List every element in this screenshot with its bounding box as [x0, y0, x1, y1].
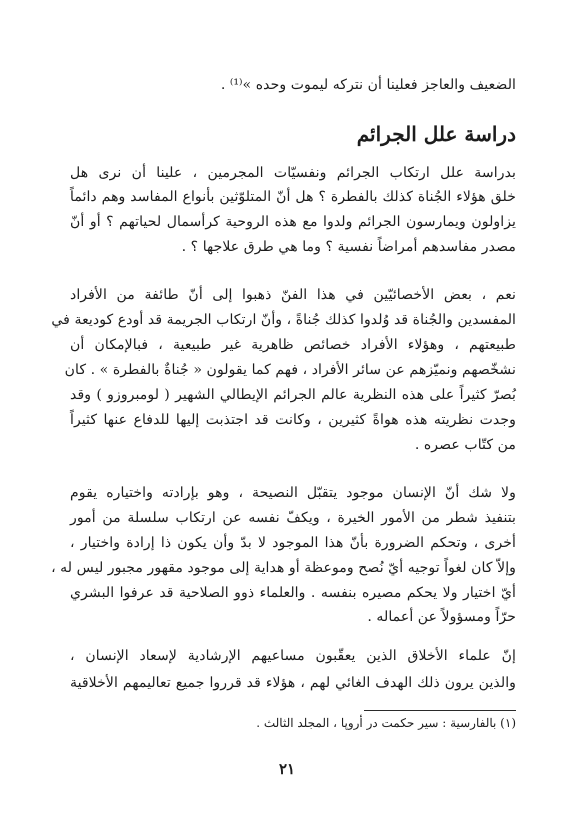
paragraph-3-line-4: وإلاّ كان لغواً توجيه أيّ نُصح وموعظة أو هداية إلى موجود مقهور مجبور ليس له ، — [51, 560, 516, 576]
paragraph-3-line-2: بتنفيذ شطر من الأمور الخيرة ، ويكفّ نفسه عن ارتكاب سلسلة من أمور — [70, 510, 516, 526]
intro-line: الضعيف والعاجز فعلينا أن نتركه ليموت وحده »⁽¹⁾ . — [220, 77, 516, 93]
footnote: (١) بالفارسية : سير حكمت در أروپا ، المجلد الثالث . — [256, 716, 516, 730]
paragraph-4-line-2: والذين يرون ذلك الهدف الغائي لهم ، هؤلاء قد قرروا جميع تعاليمهم الأخلاقية — [70, 675, 516, 691]
paragraph-2-line-6: وجدت نظريته هذه هواةً كثيرين ، وكانت قد اجتذبت إليها للدفاع عنها كثيراً — [70, 412, 516, 428]
paragraph-1-line-1: بدراسة علل ارتكاب الجرائم ونفسيّات المجرمين ، علينا أن نرى هل — [70, 165, 516, 181]
paragraph-2-line-7: من كتّاب عصره . — [414, 437, 516, 453]
paragraph-2-line-5: بُصرّ كثيراً على هذه النظرية عالم الجرائم الإيطالي الشهير ( لومبروزو ) وقد — [70, 387, 516, 403]
paragraph-3-line-5: أيّ اختيار ولا يحكم مصيره بنفسه . والعلماء ذوو الصلاحية قد عرفوا البشري — [70, 585, 516, 601]
paragraph-4-line-1: إنّ علماء الأخلاق الذين يعقّبون مساعيهم الإرشادية لإسعاد الإنسان ، — [70, 648, 516, 664]
section-title: دراسة علل الجرائم — [356, 122, 516, 146]
footnote-divider — [364, 710, 516, 711]
paragraph-3-line-6: حرّاً ومسؤولاً عن أعماله . — [367, 609, 516, 625]
paragraph-2-line-4: نشخّصهم ونميّزهم عن سائر الأفراد ، فهم كما يقولون « جُناةٌ بالفطرة » . كان — [64, 362, 516, 378]
paragraph-3-line-3: أخرى ، وتحكم الضرورة بأنّ هذا الموجود لا بدّ وأن يكون ذا إرادة واختيار ، — [70, 535, 516, 551]
paragraph-1-line-2: خلق هؤلاء الجُناة كذلك بالفطرة ؟ هل أنّ المتلوّثين بأنواع المفاسد وهم دائماً — [70, 189, 516, 205]
paragraph-1-line-3: يزاولون ويمارسون الجرائم ولدوا مع هذه الروحية كرأسمال لحياتهم ؟ أو أنّ — [70, 214, 516, 230]
paragraph-2-line-3: طبيعتهم ، وهؤلاء الأفراد خصائص ظاهرية غير طبيعية ، فبالإمكان أن — [70, 337, 516, 353]
paragraph-2-line-2: المفسدين والجُناة قد وُلدوا كذلك جُناةً ، وأنّ ارتكاب الجريمة قد أودع كوديعة في — [51, 312, 516, 328]
paragraph-1-line-4: مصدر مفاسدهم أمراضاً نفسية ؟ وما هي طرق علاجها ؟ . — [181, 239, 516, 255]
paragraph-2-line-1: نعم ، بعض الأخصائيّين في هذا الفنّ ذهبوا إلى أنّ طائفة من الأفراد — [70, 287, 516, 303]
page-number: ٢١ — [278, 760, 296, 778]
paragraph-3-line-1: ولا شك أنّ الإنسان موجود يتقبّل النصيحة ، وهو بإرادته واختياره يقوم — [70, 485, 516, 501]
